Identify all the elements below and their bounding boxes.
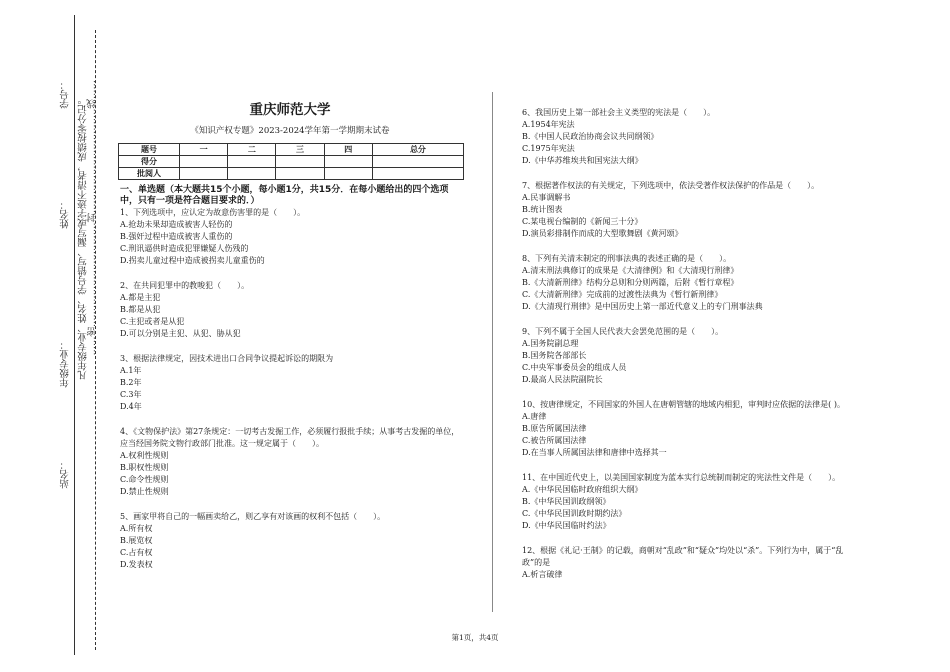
answer-option[interactable]: A.所有权 bbox=[120, 524, 153, 533]
answer-option[interactable]: A.1年 bbox=[120, 366, 142, 375]
answer-option[interactable]: A.唐律 bbox=[522, 412, 547, 421]
answer-option[interactable]: A.1954年宪法 bbox=[522, 120, 575, 129]
question-block bbox=[120, 207, 465, 267]
answer-option[interactable]: C.命令性规则 bbox=[120, 475, 169, 484]
section-heading: 一、单选题（本大题共15个小题，每小题1分，共15分．在每小题给出的四个选项中，只有一项是符合题目要求的．） bbox=[120, 185, 449, 206]
answer-option[interactable]: B.统计图表 bbox=[522, 205, 563, 214]
column-divider bbox=[492, 92, 493, 612]
answer-option[interactable]: C.1975年宪法 bbox=[522, 144, 575, 153]
answer-option[interactable]: A.国务院副总理 bbox=[522, 339, 579, 348]
answer-option[interactable]: C.被告所属国法律 bbox=[522, 436, 587, 445]
score-table-header-row bbox=[119, 144, 464, 156]
page-footer: 第1页，共4页 bbox=[451, 633, 499, 642]
answer-option[interactable]: D.在当事人所属国法律和唐律中选择其一 bbox=[522, 448, 667, 457]
score-input-cell[interactable] bbox=[276, 156, 324, 168]
answer-option[interactable]: C.中央军事委员会的组成人员 bbox=[522, 363, 627, 372]
score-input-cell[interactable] bbox=[228, 156, 276, 168]
grader-input-cell[interactable] bbox=[228, 168, 276, 180]
margin-school: 站名： bbox=[60, 460, 71, 489]
question-gap bbox=[120, 340, 465, 353]
answer-option[interactable]: A.抢劫未果却造成被害人轻伤的 bbox=[120, 220, 233, 229]
question-text: 5、画家甲将自己的一幅画卖给乙，则乙享有对该画的权利不包括（ ）。 bbox=[120, 512, 386, 521]
question-block bbox=[522, 107, 862, 167]
question-gap bbox=[522, 532, 862, 545]
answer-option[interactable]: D.《中华苏维埃共和国宪法大纲》 bbox=[522, 156, 643, 165]
margin-seal-line: ……密……………………………封……………………………线…… bbox=[87, 80, 98, 356]
answer-option[interactable]: D.《大清现行刑律》是中国历史上第一部近代意义上的专门刑事法典 bbox=[522, 302, 763, 311]
answer-option[interactable]: D.4年 bbox=[120, 402, 142, 411]
question-block bbox=[522, 326, 862, 386]
question-text: 8、下列有关清末制定的刑事法典的表述正确的是（ ）。 bbox=[522, 254, 732, 263]
answer-option[interactable]: A.民事调解书 bbox=[522, 193, 571, 202]
score-row-label: 批阅人 bbox=[119, 168, 180, 180]
answer-option[interactable]: D.演员彩排制作而成的大型歌舞剧《黄河颂》 bbox=[522, 229, 683, 238]
question-block bbox=[522, 180, 862, 240]
question-block bbox=[120, 426, 465, 498]
score-cell: 四 bbox=[324, 144, 372, 156]
question-block bbox=[522, 472, 862, 532]
score-cell: 总分 bbox=[372, 144, 463, 156]
question-block bbox=[522, 253, 862, 313]
grader-input-cell[interactable] bbox=[180, 168, 228, 180]
score-input-cell[interactable] bbox=[372, 156, 463, 168]
question-gap bbox=[522, 459, 862, 472]
answer-option[interactable]: C.《大清新刑律》完成前的过渡性法典为《暂行新刑律》 bbox=[522, 290, 723, 299]
question-text: 11、在中国近代史上，以美国国家制度为蓝本实行总统制而制定的宪法性文件是（ ）。 bbox=[522, 473, 841, 482]
answer-option[interactable]: B.都是从犯 bbox=[120, 305, 161, 314]
answer-option[interactable]: D.最高人民法院副院长 bbox=[522, 375, 603, 384]
score-cell: 题号 bbox=[119, 144, 180, 156]
question-block bbox=[120, 280, 465, 340]
grader-input-cell[interactable] bbox=[372, 168, 463, 180]
question-text: 2、在共同犯罪中的教唆犯（ ）。 bbox=[120, 281, 250, 290]
answer-option[interactable]: B.国务院各部部长 bbox=[522, 351, 587, 360]
answer-option[interactable]: B.原告所属国法律 bbox=[522, 424, 587, 433]
left-question-column bbox=[120, 207, 465, 571]
answer-option[interactable]: A.权利性规则 bbox=[120, 451, 169, 460]
margin-line-left bbox=[74, 15, 75, 655]
grader-input-cell[interactable] bbox=[276, 168, 324, 180]
answer-option[interactable]: A.《中华民国临时政府组织大纲》 bbox=[522, 485, 643, 494]
answer-option[interactable]: C.3年 bbox=[120, 390, 142, 399]
margin-major: 年级专业： bbox=[60, 340, 71, 388]
margin-rules: 凡年级专业、姓名、学号错写、漏写或字迹不清者，成绩按零分记。 bbox=[78, 95, 89, 380]
answer-option[interactable]: A.都是主犯 bbox=[120, 293, 161, 302]
margin-student-id: 学号： bbox=[60, 80, 71, 109]
question-text: 1、下列选项中，应认定为故意伤害罪的是（ ）。 bbox=[120, 208, 306, 217]
answer-option[interactable]: C.《中华民国训政时期约法》 bbox=[522, 509, 627, 518]
question-block bbox=[120, 353, 465, 413]
question-text: 7、根据著作权法的有关规定，下列选项中，依法受著作权法保护的作品是（ ）。 bbox=[522, 181, 820, 190]
answer-option[interactable]: D.发表权 bbox=[120, 560, 153, 569]
right-question-column bbox=[522, 107, 862, 581]
exam-subtitle: 《知识产权专题》2023-2024学年第一学期期末试卷 bbox=[190, 126, 390, 136]
answer-option[interactable]: B.展览权 bbox=[120, 536, 153, 545]
question-text: 3、根据法律规定，因技术进出口合同争议提起诉讼的期限为 bbox=[120, 354, 334, 363]
question-text: 10、按唐律规定，不同国家的外国人在唐朝管辖的地域内相犯，审判时应依据的法律是( )。 bbox=[522, 400, 845, 409]
question-gap bbox=[120, 413, 465, 426]
score-input-cell[interactable] bbox=[324, 156, 372, 168]
score-cell: 一 bbox=[180, 144, 228, 156]
score-table bbox=[118, 143, 464, 180]
score-input-cell[interactable] bbox=[180, 156, 228, 168]
score-cell: 二 bbox=[228, 144, 276, 156]
answer-option[interactable]: D.禁止性规则 bbox=[120, 487, 169, 496]
answer-option[interactable]: B.《中华民国训政纲领》 bbox=[522, 497, 611, 506]
answer-option[interactable]: B.职权性规则 bbox=[120, 463, 169, 472]
question-gap bbox=[522, 240, 862, 253]
question-block bbox=[522, 545, 862, 581]
answer-option[interactable]: B.2年 bbox=[120, 378, 142, 387]
question-gap bbox=[522, 167, 862, 180]
answer-option[interactable]: C.某电视台编制的《新闻三十分》 bbox=[522, 217, 643, 226]
answer-option[interactable]: C.刑讯逼供时造成犯罪嫌疑人伤残的 bbox=[120, 244, 249, 253]
answer-option[interactable]: A.清末刑法典修订的成果是《大清律例》和《大清现行刑律》 bbox=[522, 266, 739, 275]
answer-option[interactable]: A.析言破律 bbox=[522, 570, 563, 579]
question-text: 4、《文物保护法》第27条规定：一切考古发掘工作，必须履行报批手续；从事考古发掘的单位，应当经国务院文物行政部门批准。这一规定属于（ ）。 bbox=[120, 427, 460, 448]
answer-option[interactable]: B.《中国人民政治协商会议共同纲领》 bbox=[522, 132, 659, 141]
question-gap bbox=[120, 267, 465, 280]
score-cell: 三 bbox=[276, 144, 324, 156]
question-text: 12、根据《礼记·王制》的记载，商朝对“乱政”和“疑众”均处以“杀”。下列行为中，属于“乱政”的是 bbox=[522, 546, 844, 567]
answer-option[interactable]: D.拐卖儿童过程中造成被拐卖儿童重伤的 bbox=[120, 256, 265, 265]
page-title: 重庆师范大学 bbox=[249, 102, 331, 118]
question-text: 9、下列不属于全国人民代表大会罢免范围的是（ ）。 bbox=[522, 327, 724, 336]
grader-input-cell[interactable] bbox=[324, 168, 372, 180]
answer-option[interactable]: D.可以分别是主犯、从犯、胁从犯 bbox=[120, 329, 241, 338]
answer-option[interactable]: B.《大清新刑律》结构分总则和分则两篇，后附《暂行章程》 bbox=[522, 278, 739, 287]
question-gap bbox=[522, 386, 862, 399]
question-gap bbox=[522, 313, 862, 326]
score-table-row bbox=[119, 156, 464, 168]
answer-option[interactable]: C.主犯或者是从犯 bbox=[120, 317, 185, 326]
answer-option[interactable]: B.强奸过程中造成被害人重伤的 bbox=[120, 232, 233, 241]
answer-option[interactable]: D.《中华民国临时约法》 bbox=[522, 521, 611, 530]
question-text: 6、我国历史上第一部社会主义类型的宪法是（ ）。 bbox=[522, 108, 716, 117]
score-row-label: 得分 bbox=[119, 156, 180, 168]
answer-option[interactable]: C.占有权 bbox=[120, 548, 153, 557]
score-table-row bbox=[119, 168, 464, 180]
question-gap bbox=[120, 498, 465, 511]
question-block bbox=[522, 399, 862, 459]
question-block bbox=[120, 511, 465, 571]
margin-name: 姓名： bbox=[60, 200, 71, 229]
